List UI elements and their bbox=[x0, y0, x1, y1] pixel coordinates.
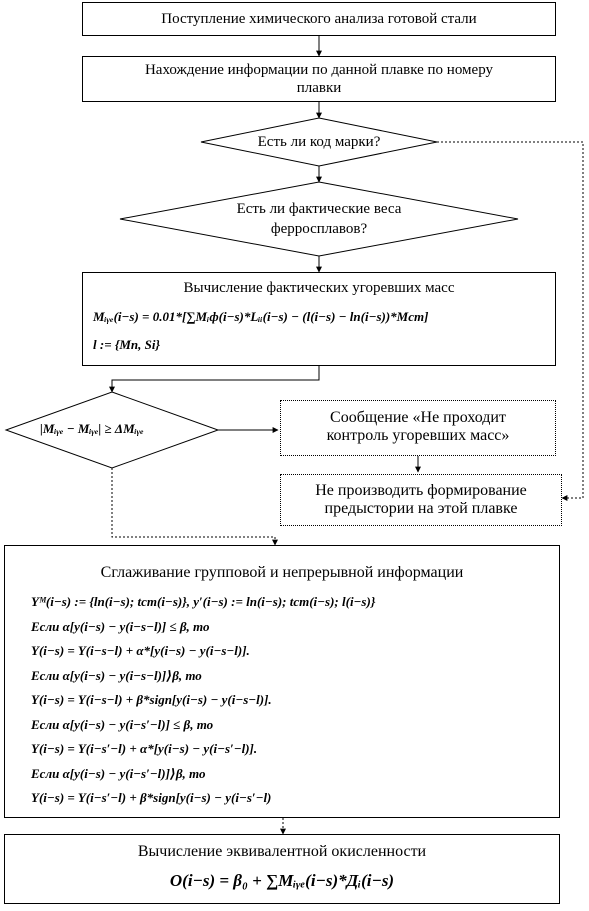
smoothing-formula: Если α[y(i−s) − y(i−s′−l)]⟩β, то bbox=[31, 765, 206, 781]
no-history-text-2: предыстории на этой плавке bbox=[324, 500, 518, 517]
decision-grade-label: Есть ли код марки? bbox=[257, 134, 381, 150]
smoothing-formula-list bbox=[31, 594, 375, 815]
oxidation-title: Вычисление эквивалентной окисленности bbox=[137, 843, 427, 860]
smoothing-box bbox=[4, 545, 560, 818]
smoothing-formula: Y(i−s) = Y(i−s′−l) + α*[y(i−s) − y(i−s′−l)]. bbox=[31, 741, 258, 756]
receive-analysis-text: Поступление химического анализа готовой стали bbox=[161, 11, 477, 27]
smoothing-formula: Yᴹ(i−s) := {lп(i−s); tст(i−s)}, y′(i−s) := lп(i−s); tст(i−s); l(i−s)} bbox=[31, 594, 376, 609]
find-info-text-1: Нахождение информации по данной плавке по номеру bbox=[144, 62, 494, 78]
decision-weights-label-2: ферросплавов? bbox=[270, 221, 368, 237]
oxidation-box bbox=[4, 834, 560, 904]
calc-burnt-mass-box bbox=[82, 272, 556, 366]
decision-weights-shape bbox=[120, 182, 518, 256]
calc-burnt-mass-formula-1: Mᵢᵧₑ(i−s) = 0.01*[∑Mᵢф(i−s)*Lᵢᵢ(i−s) − (l(i−s) − lп(i−s))*Mст] bbox=[93, 309, 429, 324]
receive-analysis-box bbox=[82, 2, 556, 36]
smoothing-title: Сглаживание групповой и непрерывной информации bbox=[100, 564, 464, 581]
find-info-box bbox=[82, 56, 556, 102]
no-history-text-1: Не производить формирование bbox=[315, 482, 527, 499]
message-text-1: Сообщение «Не проходит bbox=[330, 409, 506, 426]
message-text-2: контроль угоревших масс» bbox=[326, 427, 510, 444]
smoothing-formula: Y(i−s) = Y(i−s−l) + α*[y(i−s) − y(i−s−l)]. bbox=[31, 643, 250, 658]
no-history-box bbox=[280, 474, 562, 526]
decision-weights-label-1: Есть ли фактические веса bbox=[236, 201, 402, 217]
oxidation-formula: O(i−s) = β₀ + ∑Mᵢᵧₑ(i−s)*Дᵢ(i−s) bbox=[169, 871, 395, 890]
calc-burnt-mass-title: Вычисление фактических угоревших масс bbox=[183, 280, 455, 296]
calc-burnt-mass-formula-2: l := {Mn, Si} bbox=[93, 337, 161, 352]
smoothing-formula: Y(i−s) = Y(i−s−l) + β*sign[y(i−s) − y(i−s−l)]. bbox=[31, 692, 272, 707]
smoothing-formula: Если α[y(i−s) − y(i−s′−l)] ≤ β, то bbox=[31, 716, 214, 732]
smoothing-formula: Если α[y(i−s) − y(i−s−l)]⟩β, то bbox=[31, 667, 202, 683]
decision-check-label: |Mᵢᵧₑ − Mᵢᵧₑ| ≥ ΔMᵢᵧₑ bbox=[40, 421, 144, 436]
smoothing-formula: Если α[y(i−s) − y(i−s−l)] ≤ β, то bbox=[31, 618, 210, 634]
smoothing-formula: Y(i−s) = Y(i−s′−l) + β*sign[y(i−s) − y(i−s′−l) bbox=[31, 790, 272, 805]
find-info-text-2: плавки bbox=[296, 80, 342, 96]
message-box bbox=[280, 400, 556, 456]
